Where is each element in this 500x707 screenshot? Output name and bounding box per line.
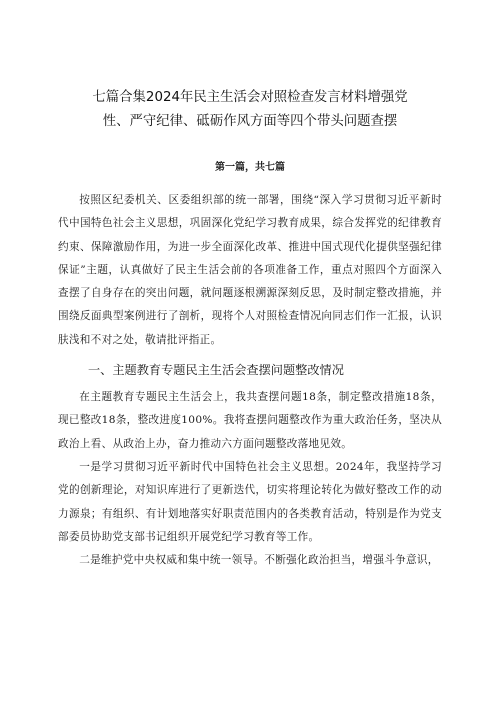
document-title-line-2: 性、严守纪律、砥砺作风方面等四个带头问题查摆	[102, 114, 398, 129]
document-title-line-1: 七篇合集2024年民主生活会对照检查发言材料增强党	[92, 90, 408, 105]
body-paragraph-3: 二是维护党中央权威和集中统一领导。不断强化政治担当，增强斗争意识，	[79, 554, 439, 567]
intro-paragraph: 按照区纪委机关、区委组织部的统一部署，围绕“深入学习贯彻习近平新时代中国特色社会主义思想，巩固深化党纪学习教育成果，综合发挥党的纪律教育约束、保障激励作用，为进一步全面深化改革、推进中国式现代化提供坚强纪律保证”主题，认真做好了民主生活会前的各项准备工作，重点对照四个方面深入查摆了自身存在的突出问题，就问题逐根溯源深刻反思，及时制定整改措施，并围绕反面典型案例进行了剖析，现将个人对照检查情况向同志们作一汇报，认识肤浅和不对之处，敬请批评指正。	[58, 194, 442, 346]
document-title	[58, 86, 442, 134]
part-label: 第一篇，共七篇	[215, 162, 285, 173]
body-paragraph-2: 一是学习贯彻习近平新时代中国特色社会主义思想。2024年，我坚持学习党的创新理论，对知识库进行了更新迭代，切实将理论转化为做好整改工作的动力源泉；有组织、有计划地落实好职责范围内的各类教育活动，特别是作为党支部委员协助党支部书记组织开展党纪学习教育等工作。	[58, 460, 442, 543]
body-paragraph-1: 在主题教育专题民主生活会上，我共查摆问题18条，制定整改措施18条，现已整改18条，整改进度100%。我将查摆问题整改作为重大政治任务，坚决从政治上看、从政治上办，奋力推动六方面问题整改落地见效。	[58, 391, 442, 450]
section-heading: 一、主题教育专题民主生活会查摆问题整改情况	[88, 363, 344, 378]
